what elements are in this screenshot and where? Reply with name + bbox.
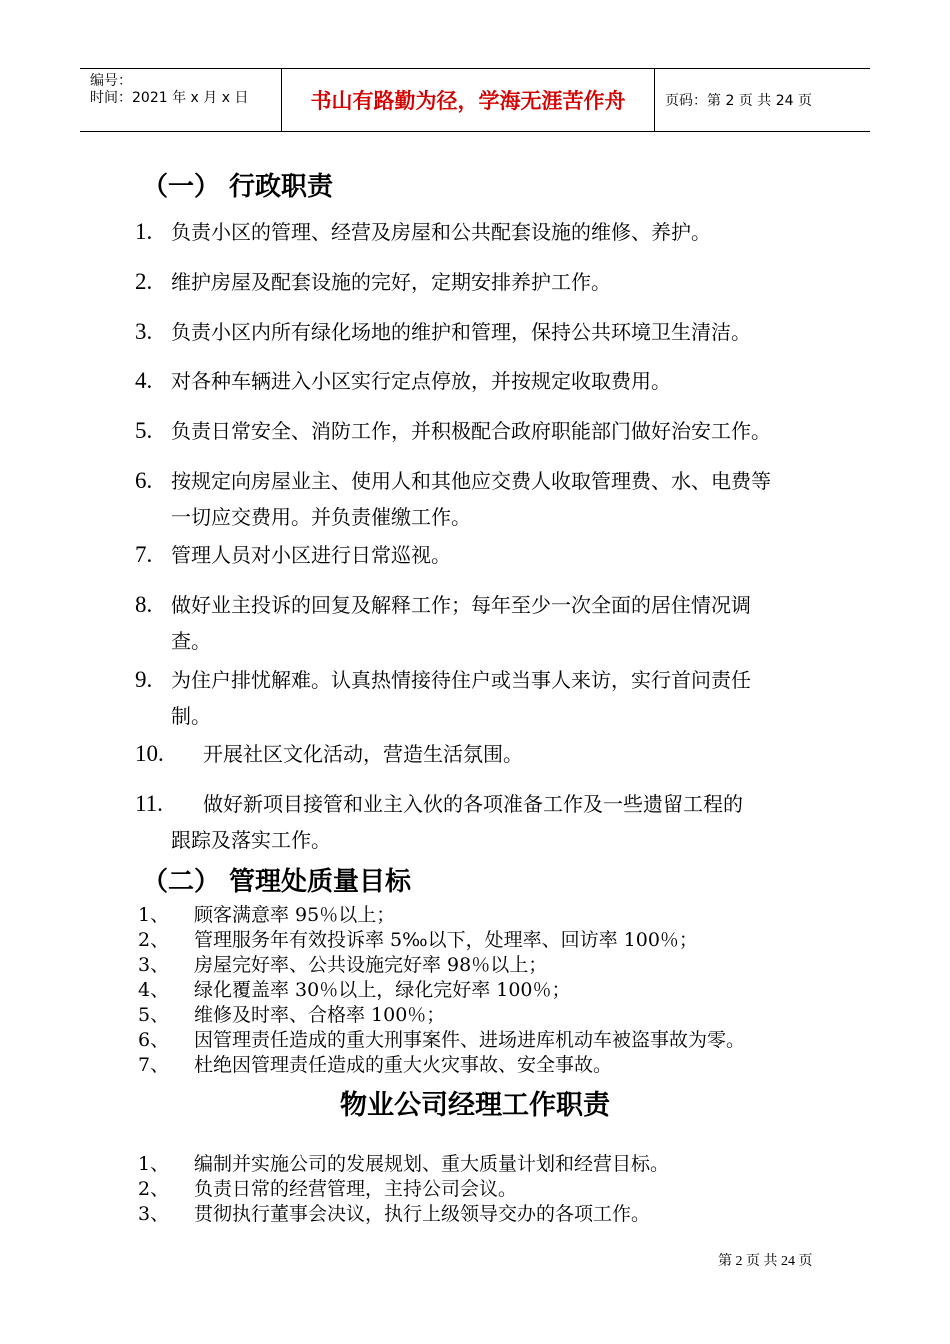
item-text: 负责小区的管理、经营及房屋和公共配套设施的维修、养护。 <box>171 220 711 244</box>
list-item <box>138 1003 445 1027</box>
page-footer: 第 2 页 共 24 页 <box>718 1254 813 1269</box>
item-number: 2、 <box>138 1178 170 1200</box>
item-text: 编制并实施公司的发展规划、重大质量计划和经营目标。 <box>194 1153 670 1175</box>
item-text: 房屋完好率、公共设施完好率 98％以上； <box>194 954 548 976</box>
item-text: 负责日常的经营管理，主持公司会议。 <box>194 1178 518 1200</box>
item-number: 7. <box>135 542 153 567</box>
list-item <box>138 1177 517 1201</box>
list-item <box>138 1202 650 1226</box>
item-text: 杜绝因管理责任造成的重大火灾事故、安全事故。 <box>194 1054 613 1076</box>
item-text: 负责日常安全、消防工作，并积极配合政府职能部门做好治安工作。 <box>171 419 771 443</box>
item-number: 10. <box>135 741 164 766</box>
page-header <box>80 68 870 132</box>
item-number: 4. <box>135 368 153 393</box>
list-item <box>138 978 571 1002</box>
item-text-continued: 一切应交费用。并负责催缴工作。 <box>171 505 471 529</box>
item-number: 6. <box>135 468 153 493</box>
list-item <box>138 1152 669 1176</box>
item-text: 因管理责任造成的重大刑事案件、进场进库机动车被盗事故为零。 <box>194 1029 746 1051</box>
item-text: 绿化覆盖率 30％以上，绿化完好率 100％； <box>194 979 571 1001</box>
item-text: 管理服务年有效投诉率 5‰以下，处理率、回访率 100％； <box>194 929 698 951</box>
item-number: 9. <box>135 667 153 692</box>
list-item <box>135 662 825 734</box>
list-item <box>138 903 395 927</box>
list-item <box>135 314 825 350</box>
item-text-continued: 跟踪及落实工作。 <box>171 828 331 852</box>
item-text: 为住户排忧解难。认真热情接待住户或当事人来访，实行首问责任 <box>171 668 751 692</box>
item-number: 6、 <box>138 1029 170 1051</box>
item-number: 3、 <box>138 1203 170 1225</box>
item-text: 顾客满意率 95％以上； <box>194 904 396 926</box>
header-meta <box>80 69 282 131</box>
section-title-admin: （一） 行政职责 <box>142 172 334 202</box>
list-item <box>135 736 825 772</box>
list-item <box>135 264 825 300</box>
list-item <box>135 214 825 250</box>
list-item <box>135 363 825 399</box>
item-text: 维修及时率、合格率 100％； <box>194 1004 446 1026</box>
item-text: 做好业主投诉的回复及解释工作；每年至少一次全面的居住情况调 <box>171 593 751 617</box>
item-number: 1、 <box>138 904 170 926</box>
item-number: 5. <box>135 418 153 443</box>
list-item <box>135 587 825 659</box>
item-number: 1、 <box>138 1153 170 1175</box>
item-text: 维护房屋及配套设施的完好，定期安排养护工作。 <box>171 270 611 294</box>
item-text-continued: 查。 <box>171 629 211 653</box>
header-number: 编号： <box>90 73 132 89</box>
item-text-continued: 制。 <box>171 704 211 728</box>
item-number: 1. <box>135 219 153 244</box>
item-number: 11. <box>135 791 163 816</box>
list-item <box>138 953 547 977</box>
item-number: 3、 <box>138 954 170 976</box>
header-time: 时间：2021 年 x 月 x 日 <box>90 90 249 106</box>
list-item <box>138 1028 745 1052</box>
item-text: 按规定向房屋业主、使用人和其他应交费人收取管理费、水、电费等 <box>171 469 771 493</box>
item-text: 管理人员对小区进行日常巡视。 <box>171 543 451 567</box>
item-number: 7、 <box>138 1054 170 1076</box>
item-number: 3. <box>135 319 153 344</box>
item-text: 贯彻执行董事会决议，执行上级领导交办的各项工作。 <box>194 1203 651 1225</box>
item-number: 4、 <box>138 979 170 1001</box>
item-number: 5、 <box>138 1004 170 1026</box>
item-number: 2、 <box>138 929 170 951</box>
item-text: 做好新项目接管和业主入伙的各项准备工作及一些遗留工程的 <box>203 792 743 816</box>
list-item <box>135 463 825 535</box>
item-text: 对各种车辆进入小区实行定点停放，并按规定收取费用。 <box>171 369 671 393</box>
item-text: 开展社区文化活动，营造生活氛围。 <box>203 742 523 766</box>
section-title-manager: 物业公司经理工作职责 <box>340 1090 610 1121</box>
header-motto: 书山有路勤为径，学海无涯苦作舟 <box>282 69 655 131</box>
list-item <box>135 537 825 573</box>
section-title-quality: （二） 管理处质量目标 <box>142 867 412 897</box>
item-number: 2. <box>135 269 153 294</box>
item-text: 负责小区内所有绿化场地的维护和管理，保持公共环境卫生清洁。 <box>171 320 751 344</box>
list-item <box>138 1053 612 1077</box>
list-item <box>135 413 825 449</box>
item-number: 8. <box>135 592 153 617</box>
header-page: 页码：第 2 页 共 24 页 <box>665 93 812 109</box>
list-item <box>135 786 825 858</box>
list-item <box>138 928 698 952</box>
